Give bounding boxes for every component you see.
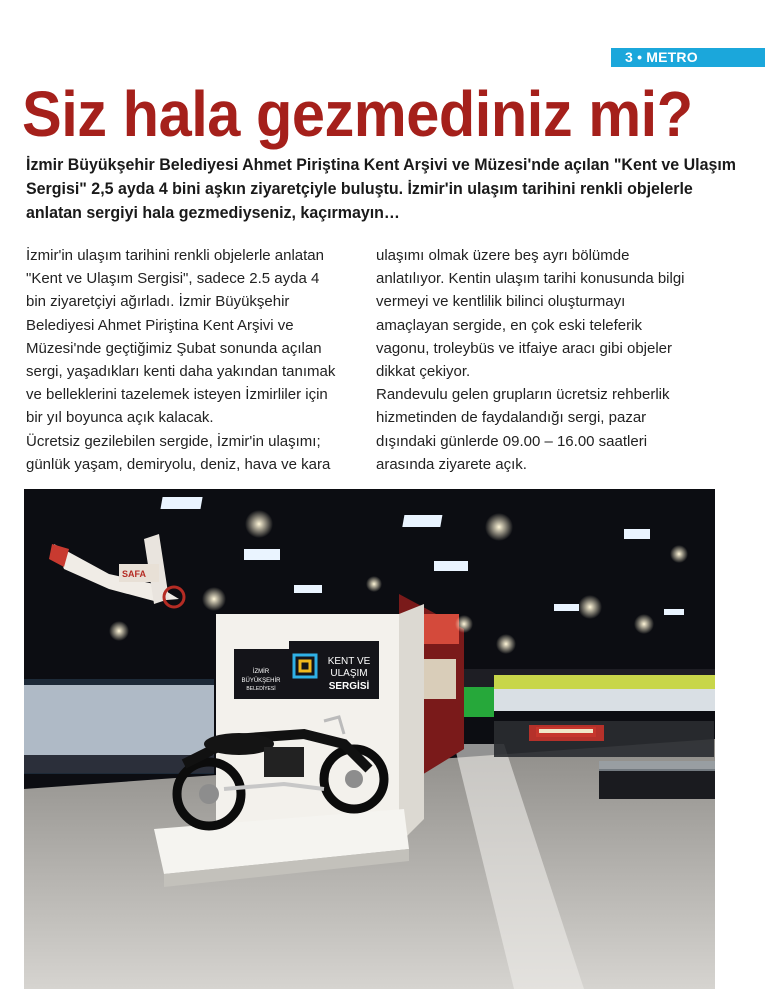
svg-text:BÜYÜKŞEHİR: BÜYÜKŞEHİR [241,678,281,684]
exhibition-sign [289,641,379,699]
svg-text:İZMİR: İZMİR [252,669,270,675]
section-tag: 3 • METRO [611,48,765,67]
lead-paragraph: İzmir Büyükşehir Belediyesi Ahmet Piriştina Kent Arşivi ve Müzesi'nde açılan "Kent ve Ulaşım Sergisi" 2,5 ayda 4 bini aşkın ziyaretçiyle buluştu. İzmir'in ulaşım tarihini renkli objelerle anlatan sergiyi hala gezmediyseniz, kaçırmayın… [26,155,737,222]
headline: Siz hala gezmediniz mi? [22,78,693,150]
svg-text:KENT VE: KENT VE [327,656,371,667]
body-column-right: ulaşımı olmak üzere beş ayrı bölümde anlatılıyor. Kentin ulaşım tarihi konusunda bilgi vermeyi ve kentlilik bilinci oluşturmayı amaçlayan sergide, en çok eski teleferik vagonu, troleybüs ve itfaiye aracı gibi objeler dikkat çekiyor. Randevulu gelen grupların ücretsiz rehberlik hizmetinden de faydalandığı sergi, pazar dışındaki günlerde 09.00 – 16.00 saatleri arasında ziyarete açık. [376,247,685,473]
body-column-left: İzmir'in ulaşım tarihini renkli objelerle anlatan "Kent ve Ulaşım Sergisi", sadece 2.5 ayda 4 bin ziyaretçiyi ağırladı. İzmir Büyükşehir Belediyesi Ahmet Piriştina Kent Arşivi ve Müzesi'nde geçtiğimiz Şubat sonunda açılan sergi, yaşadıkları kenti daha yakından tanımak ve belleklerini tazelemek isteyen İzmirliler için bir yıl boyunca açık kalacak. Ücretsiz gezilebilen sergide, İzmir'in ulaşımı; günlük yaşam, demiryolu, deniz, hava ve kara [26,247,336,473]
municipality-sign [234,649,289,699]
svg-text:SAFA: SAFA [122,569,147,579]
svg-text:SERGİSİ: SERGİSİ [328,681,370,692]
svg-text:ULAŞIM: ULAŞIM [330,668,368,679]
svg-text:BELEDİYESİ: BELEDİYESİ [246,686,276,692]
exhibition-photo [24,489,715,989]
tram-model-icon [536,727,596,737]
